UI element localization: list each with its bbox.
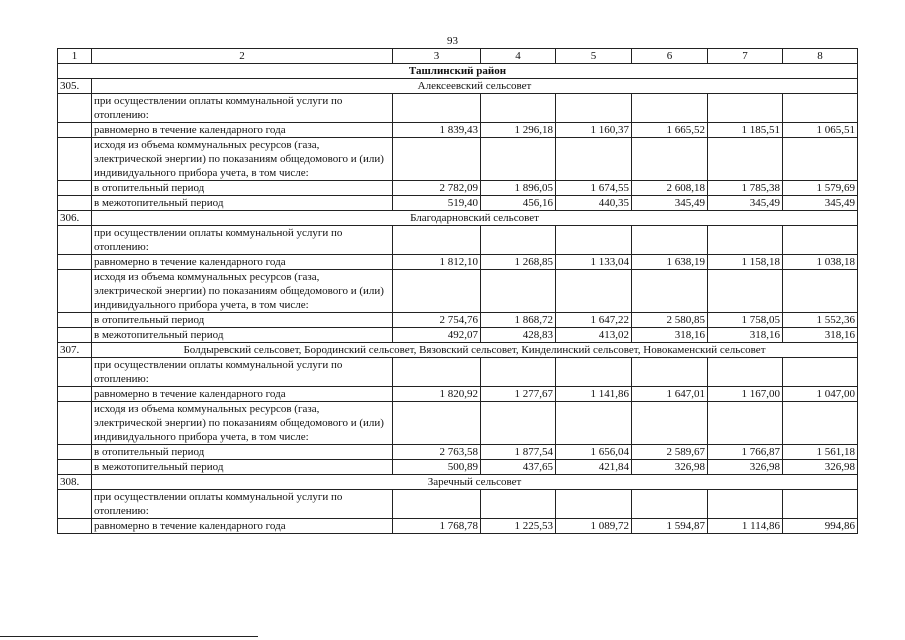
value-cell: 1 647,22 (556, 313, 632, 328)
column-header: 2 (92, 49, 393, 64)
table-row (58, 328, 858, 343)
row-number-cell (58, 226, 92, 255)
value-cell: 2 782,09 (393, 181, 481, 196)
value-cell-empty (783, 226, 858, 255)
value-cell: 2 580,85 (632, 313, 708, 328)
label-row (58, 226, 858, 255)
value-cell: 1 065,51 (783, 123, 858, 138)
value-cell: 519,40 (393, 196, 481, 211)
section-title: Заречный сельсовет (92, 475, 858, 490)
value-cell: 1 758,05 (708, 313, 783, 328)
section-row (58, 79, 858, 94)
value-cell-empty (393, 270, 481, 313)
label-row (58, 402, 858, 445)
value-cell-empty (481, 490, 556, 519)
row-description: в отопительный период (92, 181, 393, 196)
value-cell-empty (481, 94, 556, 123)
value-cell: 1 820,92 (393, 387, 481, 402)
value-cell-empty (632, 402, 708, 445)
value-cell: 318,16 (783, 328, 858, 343)
value-cell-empty (632, 270, 708, 313)
row-number-cell (58, 138, 92, 181)
value-cell: 326,98 (632, 460, 708, 475)
value-cell-empty (393, 138, 481, 181)
value-cell: 994,86 (783, 519, 858, 534)
value-cell-empty (708, 402, 783, 445)
value-cell: 492,07 (393, 328, 481, 343)
section-title: Болдыревский сельсовет, Бородинский сельсовет, Вязовский сельсовет, Кинделинский сельсовет, Новокаменский сельсовет (92, 343, 858, 358)
value-cell-empty (481, 226, 556, 255)
row-number-cell (58, 519, 92, 534)
value-cell: 1 141,86 (556, 387, 632, 402)
column-header: 1 (58, 49, 92, 64)
row-description: в отопительный период (92, 445, 393, 460)
district-row (58, 64, 858, 79)
table-row (58, 460, 858, 475)
value-cell: 1 114,86 (708, 519, 783, 534)
value-cell-empty (556, 94, 632, 123)
table-row (58, 196, 858, 211)
value-cell-empty (556, 358, 632, 387)
row-description: в межотопительный период (92, 196, 393, 211)
value-cell: 1 768,78 (393, 519, 481, 534)
table-body (58, 49, 858, 534)
section-title: Благодарновский сельсовет (92, 211, 858, 226)
row-description: при осуществлении оплаты коммунальной услуги по отоплению: (92, 490, 393, 519)
row-number-cell (58, 181, 92, 196)
row-description: в межотопительный период (92, 328, 393, 343)
value-cell-empty (556, 490, 632, 519)
row-description: при осуществлении оплаты коммунальной услуги по отоплению: (92, 94, 393, 123)
table-row (58, 445, 858, 460)
value-cell: 345,49 (632, 196, 708, 211)
table-row (58, 255, 858, 270)
value-cell: 1 877,54 (481, 445, 556, 460)
value-cell-empty (632, 94, 708, 123)
label-row (58, 138, 858, 181)
value-cell: 326,98 (783, 460, 858, 475)
column-header: 3 (393, 49, 481, 64)
section-row (58, 211, 858, 226)
value-cell-empty (783, 358, 858, 387)
district-title: Ташлинский район (58, 64, 858, 79)
value-cell: 1 766,87 (708, 445, 783, 460)
row-number-cell (58, 460, 92, 475)
label-row (58, 94, 858, 123)
value-cell: 500,89 (393, 460, 481, 475)
value-cell: 1 552,36 (783, 313, 858, 328)
value-cell: 345,49 (708, 196, 783, 211)
row-number-cell (58, 123, 92, 138)
value-cell: 1 296,18 (481, 123, 556, 138)
value-cell: 1 812,10 (393, 255, 481, 270)
row-description: в отопительный период (92, 313, 393, 328)
value-cell-empty (632, 226, 708, 255)
value-cell-empty (632, 138, 708, 181)
value-cell: 1 896,05 (481, 181, 556, 196)
value-cell: 1 268,85 (481, 255, 556, 270)
column-header: 6 (632, 49, 708, 64)
value-cell: 1 277,67 (481, 387, 556, 402)
row-description: равномерно в течение календарного года (92, 123, 393, 138)
page-number: 93 (447, 35, 458, 47)
row-description: равномерно в течение календарного года (92, 255, 393, 270)
value-cell-empty (481, 358, 556, 387)
value-cell: 1 158,18 (708, 255, 783, 270)
row-description: при осуществлении оплаты коммунальной услуги по отоплению: (92, 358, 393, 387)
row-description: равномерно в течение календарного года (92, 519, 393, 534)
value-cell: 2 754,76 (393, 313, 481, 328)
value-cell-empty (556, 226, 632, 255)
value-cell: 437,65 (481, 460, 556, 475)
value-cell-empty (481, 270, 556, 313)
table-row (58, 519, 858, 534)
value-cell-empty (783, 270, 858, 313)
value-cell: 428,83 (481, 328, 556, 343)
value-cell: 1 038,18 (783, 255, 858, 270)
tariff-table (57, 48, 858, 534)
value-cell: 1 167,00 (708, 387, 783, 402)
section-title: Алексеевский сельсовет (92, 79, 858, 94)
footnote-separator (0, 636, 258, 637)
value-cell: 326,98 (708, 460, 783, 475)
value-cell: 1 133,04 (556, 255, 632, 270)
value-cell: 1 839,43 (393, 123, 481, 138)
label-row (58, 358, 858, 387)
value-cell: 440,35 (556, 196, 632, 211)
label-row (58, 270, 858, 313)
column-header: 5 (556, 49, 632, 64)
row-number-cell (58, 358, 92, 387)
value-cell: 1 674,55 (556, 181, 632, 196)
value-cell: 1 047,00 (783, 387, 858, 402)
value-cell-empty (393, 402, 481, 445)
value-cell: 1 656,04 (556, 445, 632, 460)
row-description: исходя из объема коммунальных ресурсов (газа, электрической энергии) по показаниям общедомового и (или) индивидуального прибора учета, в том числе: (92, 270, 393, 313)
section-number: 308. (58, 475, 92, 490)
column-header-row (58, 49, 858, 64)
value-cell: 318,16 (632, 328, 708, 343)
row-number-cell (58, 387, 92, 402)
value-cell: 421,84 (556, 460, 632, 475)
section-row (58, 475, 858, 490)
value-cell-empty (393, 94, 481, 123)
value-cell-empty (556, 402, 632, 445)
value-cell: 318,16 (708, 328, 783, 343)
table-row (58, 313, 858, 328)
column-header: 7 (708, 49, 783, 64)
value-cell-empty (481, 138, 556, 181)
row-description: при осуществлении оплаты коммунальной услуги по отоплению: (92, 226, 393, 255)
row-description: исходя из объема коммунальных ресурсов (газа, электрической энергии) по показаниям общедомового и (или) индивидуального прибора учета, в том числе: (92, 402, 393, 445)
value-cell-empty (708, 94, 783, 123)
section-number: 307. (58, 343, 92, 358)
value-cell-empty (783, 402, 858, 445)
value-cell: 413,02 (556, 328, 632, 343)
row-number-cell (58, 402, 92, 445)
value-cell-empty (708, 226, 783, 255)
value-cell: 1 561,18 (783, 445, 858, 460)
value-cell: 1 665,52 (632, 123, 708, 138)
row-number-cell (58, 270, 92, 313)
value-cell: 1 579,69 (783, 181, 858, 196)
row-number-cell (58, 445, 92, 460)
row-number-cell (58, 94, 92, 123)
value-cell: 456,16 (481, 196, 556, 211)
table-row (58, 387, 858, 402)
value-cell-empty (556, 270, 632, 313)
row-number-cell (58, 196, 92, 211)
row-number-cell (58, 490, 92, 519)
row-number-cell (58, 255, 92, 270)
value-cell-empty (481, 402, 556, 445)
row-number-cell (58, 328, 92, 343)
section-number: 305. (58, 79, 92, 94)
value-cell-empty (783, 138, 858, 181)
value-cell: 1 225,53 (481, 519, 556, 534)
section-number: 306. (58, 211, 92, 226)
value-cell-empty (556, 138, 632, 181)
table-row (58, 123, 858, 138)
value-cell-empty (783, 94, 858, 123)
value-cell: 1 594,87 (632, 519, 708, 534)
row-description: исходя из объема коммунальных ресурсов (газа, электрической энергии) по показаниям общедомового и (или) индивидуального прибора учета, в том числе: (92, 138, 393, 181)
value-cell-empty (393, 490, 481, 519)
row-description: в межотопительный период (92, 460, 393, 475)
value-cell-empty (632, 490, 708, 519)
value-cell: 1 647,01 (632, 387, 708, 402)
value-cell: 1 160,37 (556, 123, 632, 138)
section-row (58, 343, 858, 358)
value-cell-empty (708, 138, 783, 181)
row-description: равномерно в течение календарного года (92, 387, 393, 402)
value-cell-empty (393, 226, 481, 255)
value-cell: 1 868,72 (481, 313, 556, 328)
value-cell: 1 638,19 (632, 255, 708, 270)
row-number-cell (58, 313, 92, 328)
value-cell-empty (393, 358, 481, 387)
value-cell: 2 763,58 (393, 445, 481, 460)
value-cell: 345,49 (783, 196, 858, 211)
value-cell-empty (783, 490, 858, 519)
table-row (58, 181, 858, 196)
value-cell-empty (632, 358, 708, 387)
value-cell: 1 089,72 (556, 519, 632, 534)
value-cell: 1 785,38 (708, 181, 783, 196)
value-cell-empty (708, 358, 783, 387)
column-header: 4 (481, 49, 556, 64)
value-cell: 2 589,67 (632, 445, 708, 460)
value-cell: 2 608,18 (632, 181, 708, 196)
column-header: 8 (783, 49, 858, 64)
value-cell: 1 185,51 (708, 123, 783, 138)
value-cell-empty (708, 270, 783, 313)
value-cell-empty (708, 490, 783, 519)
label-row (58, 490, 858, 519)
